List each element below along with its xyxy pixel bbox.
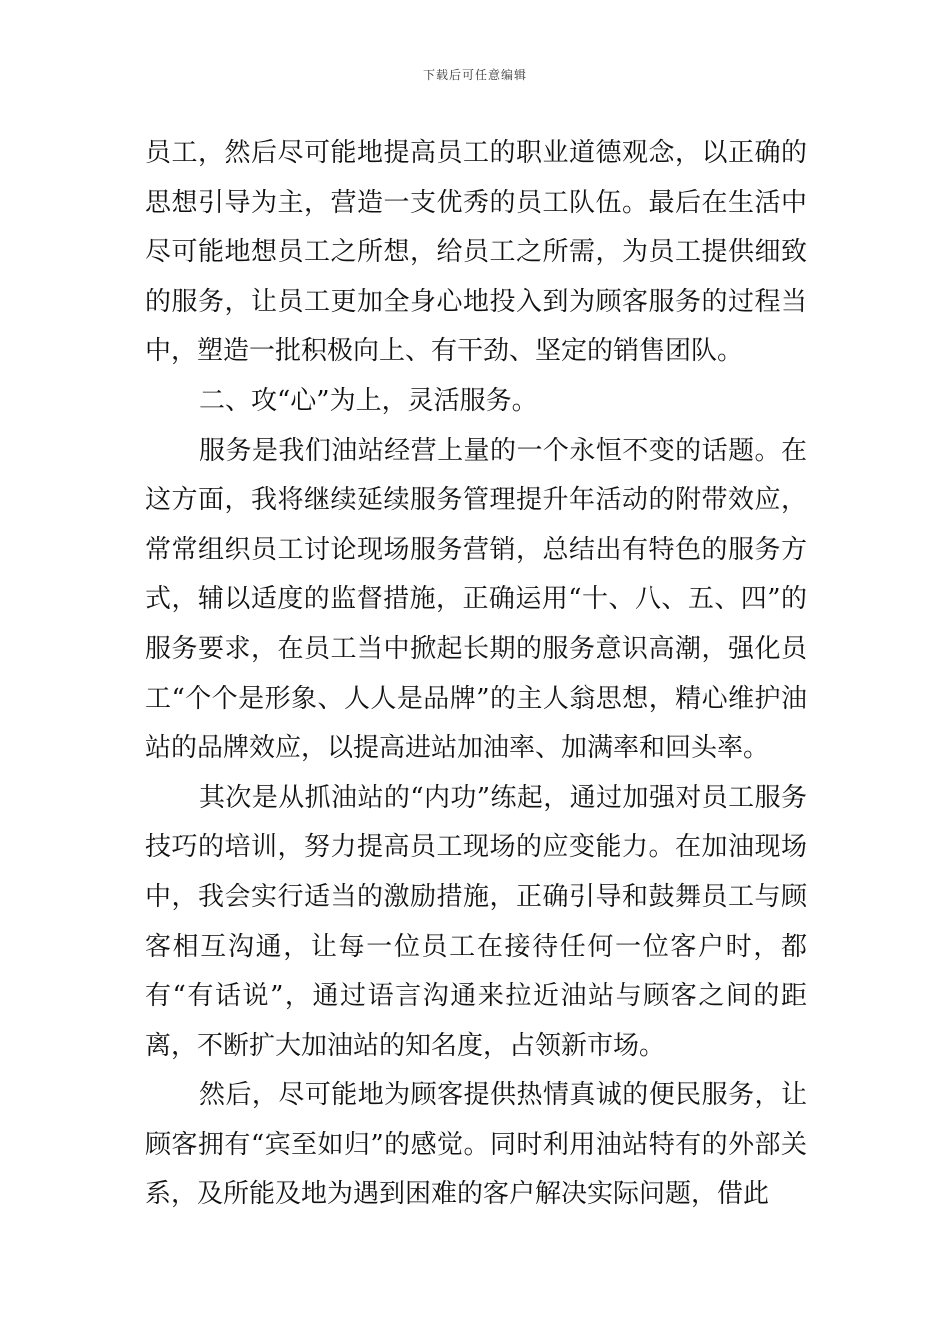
paragraph-1: 员工，然后尽可能地提高员工的职业道德观念，以正确的思想引导为主，营造一支优秀的员工队伍。最后在生活中尽可能地想员工之所想，给员工之所需，为员工提供细致的服务，让员工更加全身心地投入到为顾客服务的过程当中，塑造一批积极向上、有干劲、坚定的销售团队。 — [145, 138, 807, 367]
paragraph-4: 然后，尽可能地为顾客提供热情真诚的便民服务，让顾客拥有“宾至如归”的感觉。同时利用油站特有的外部关系，及所能及地为遇到困难的客户解决实际问题，借此 — [145, 1080, 807, 1210]
paragraph-3: 其次是从抓油站的“内功”练起，通过加强对员工服务技巧的培训，努力提高员工现场的应变能力。在加油现场中，我会实行适当的激励措施，正确引导和鼓舞员工与顾客相互沟通，让每一位员工在接待任何一位客户时，都有“有话说”，通过语言沟通来拉近油站与顾客之间的距离，不断扩大加油站的知名度，占领新市场。 — [145, 782, 807, 1061]
page-header: 下载后可任意编辑 — [422, 68, 527, 82]
document-body — [145, 129, 807, 1220]
section-heading: 二、攻“心”为上，灵活服务。 — [199, 385, 538, 416]
paragraph-2: 服务是我们油站经营上量的一个永恒不变的话题。在这方面，我将继续延续服务管理提升年活动的附带效应，常常组织员工讨论现场服务营销，总结出有特色的服务方式，辅以适度的监督措施，正确运用“十、八、五、四”的服务要求，在员工当中掀起长期的服务意识高潮，强化员工“个个是形象、人人是品牌”的主人翁思想，精心维护油站的品牌效应，以提高进站加油率、加满率和回头率。 — [145, 435, 807, 764]
